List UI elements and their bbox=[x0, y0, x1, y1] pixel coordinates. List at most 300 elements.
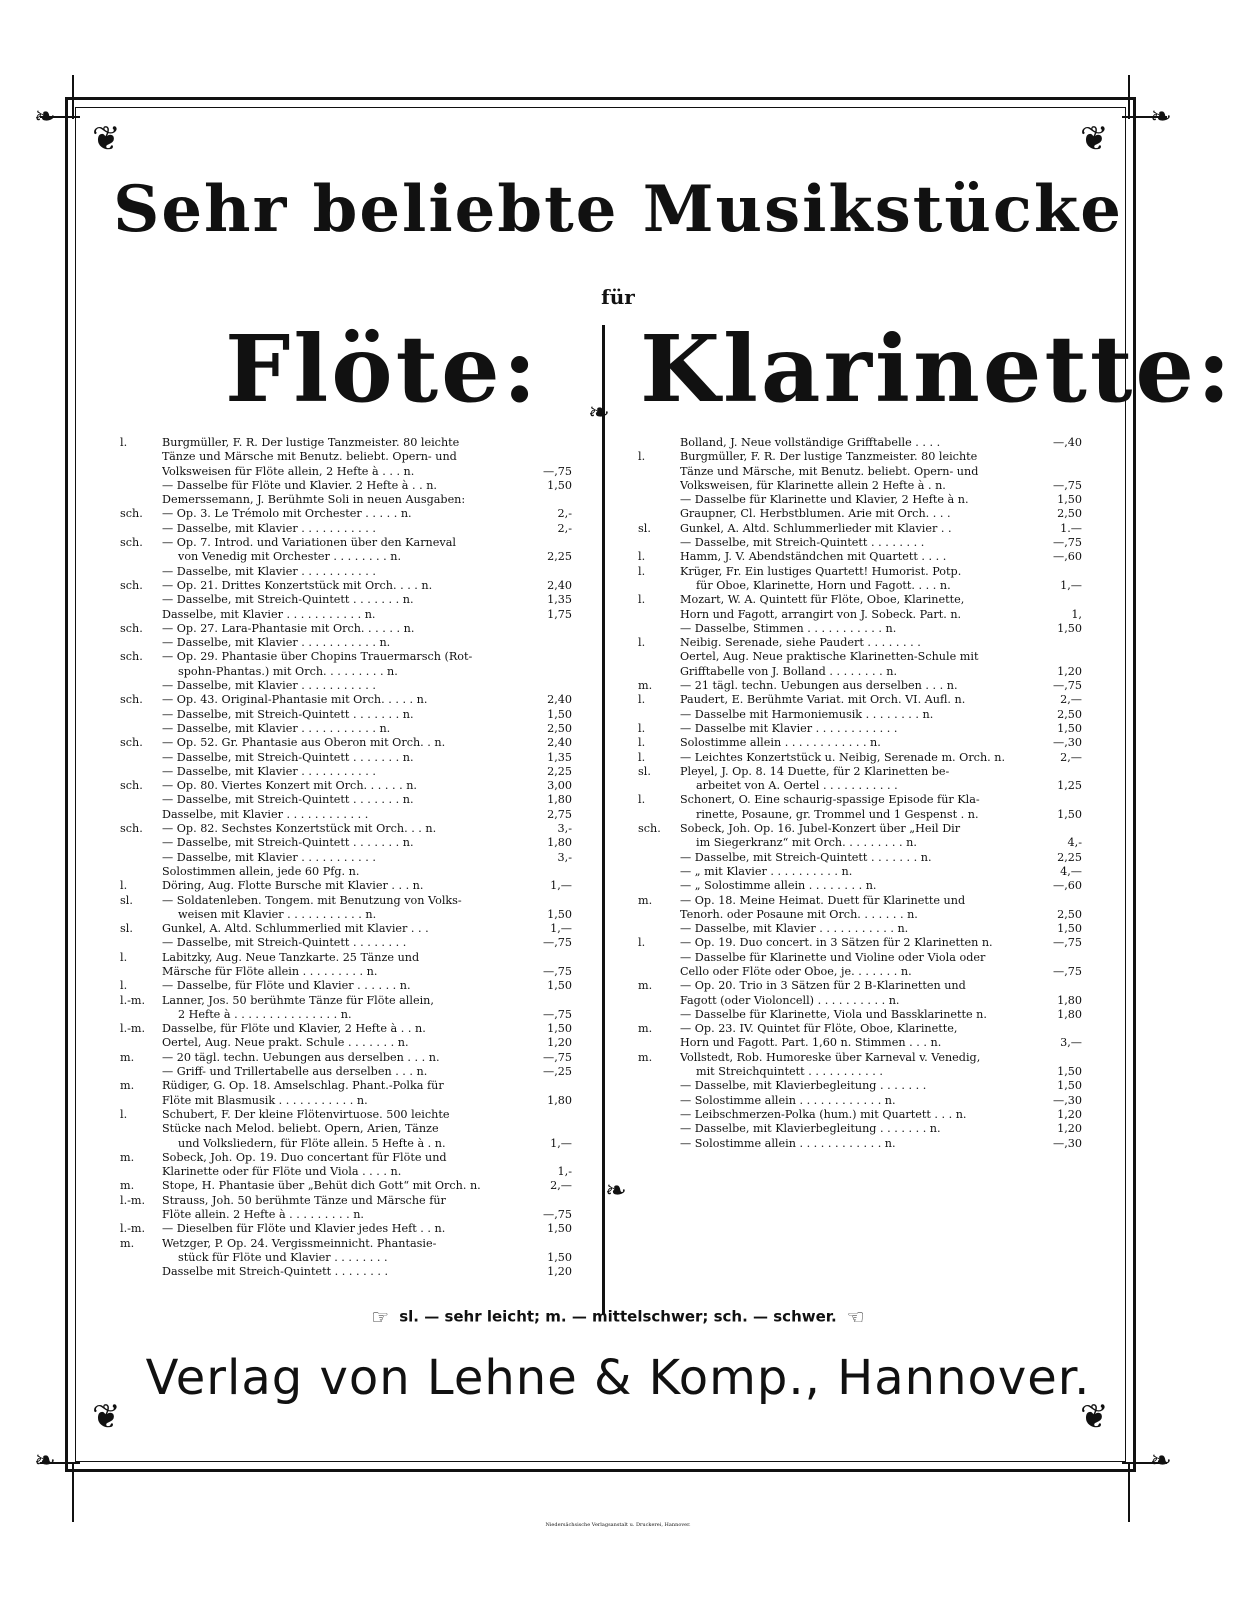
list-item bbox=[120, 1179, 572, 1193]
entry-price: —,60 bbox=[1053, 550, 1082, 564]
entry-text: — Dasselbe, mit Klavier . . . . . . . . . . . bbox=[162, 850, 376, 864]
entry-text: — Dieselben für Flöte und Klavier jedes Heft . . n. bbox=[162, 1222, 446, 1236]
frame-stub-right-bottom bbox=[1128, 1462, 1130, 1522]
list-item bbox=[120, 1151, 572, 1165]
entry-text: — „ mit Klavier . . . . . . . . . . n. bbox=[680, 864, 853, 878]
entry-price: 1,50 bbox=[1057, 1079, 1082, 1093]
entry-price: 1,20 bbox=[1057, 1107, 1082, 1121]
list-item bbox=[638, 865, 1082, 879]
entry-text: Mozart, W. A. Quintett für Flöte, Oboe, Klarinette, bbox=[680, 593, 965, 607]
list-item bbox=[120, 922, 572, 936]
difficulty-legend bbox=[0, 1305, 1236, 1329]
entry-text: Oertel, Aug. Neue praktische Klarinetten-Schule mit bbox=[680, 650, 979, 664]
list-item bbox=[120, 951, 572, 965]
list-item bbox=[120, 1122, 572, 1136]
list-item bbox=[120, 579, 572, 593]
entry-text: spohn-Phantas.) mit Orch. . . . . . . . . n. bbox=[178, 664, 398, 678]
entry-price: 1,20 bbox=[547, 1265, 572, 1279]
list-item bbox=[638, 1137, 1082, 1151]
entry-text: Tenorh. oder Posaune mit Orch. . . . . . . n. bbox=[680, 907, 918, 921]
list-item bbox=[120, 493, 572, 507]
list-item bbox=[120, 1251, 572, 1265]
entry-text: — Dasselbe, für Flöte und Klavier . . . . . . n. bbox=[162, 979, 411, 993]
difficulty-level: l. bbox=[638, 721, 646, 735]
list-item bbox=[120, 1237, 572, 1251]
entry-text: Krüger, Fr. Ein lustiges Quartett! Humorist. Potp. bbox=[680, 564, 962, 578]
entry-text: Tänze und Märsche mit Benutz. beliebt. Opern- und bbox=[162, 450, 457, 464]
entry-text: Strauss, Joh. 50 berühmte Tänze und Märsche für bbox=[162, 1193, 446, 1207]
entry-price: 1,50 bbox=[1057, 493, 1082, 507]
difficulty-level: l. bbox=[120, 979, 128, 993]
list-item bbox=[120, 1108, 572, 1122]
difficulty-level: m. bbox=[638, 979, 653, 993]
entry-price: —,75 bbox=[543, 1007, 572, 1021]
difficulty-level: l. bbox=[638, 593, 646, 607]
entry-text: Schonert, O. Eine schaurig-spassige Episode für Kla- bbox=[680, 793, 980, 807]
entry-price: 2,— bbox=[1060, 750, 1082, 764]
entry-price: 2,— bbox=[550, 1179, 572, 1193]
list-item bbox=[638, 507, 1082, 521]
list-item bbox=[120, 722, 572, 736]
entry-text: — Dasselbe mit Klavier . . . . . . . . . . . . bbox=[680, 721, 898, 735]
difficulty-level: l. bbox=[638, 636, 646, 650]
list-item bbox=[120, 908, 572, 922]
list-item bbox=[120, 836, 572, 850]
entry-text: 2 Hefte à . . . . . . . . . . . . . . . n. bbox=[178, 1007, 352, 1021]
scroll-ornament-icon: ❧ bbox=[1150, 102, 1172, 132]
entry-text: Volksweisen, für Klarinette allein 2 Hefte à . n. bbox=[680, 478, 946, 492]
list-item bbox=[120, 936, 572, 950]
list-item bbox=[120, 608, 572, 622]
entry-price: —,75 bbox=[543, 1050, 572, 1064]
list-item bbox=[120, 1265, 572, 1279]
list-item bbox=[120, 465, 572, 479]
difficulty-level: l. bbox=[638, 450, 646, 464]
list-item bbox=[638, 722, 1082, 736]
list-item bbox=[120, 1022, 572, 1036]
entry-text: — Dasselbe für Klarinette und Violine oder Viola oder bbox=[680, 950, 986, 964]
list-item bbox=[638, 736, 1082, 750]
entry-price: 3,— bbox=[1060, 1036, 1082, 1050]
entry-text: — Dasselbe, mit Streich-Quintett . . . . . . . n. bbox=[680, 850, 932, 864]
difficulty-level: m. bbox=[120, 1179, 135, 1193]
entry-price: —,30 bbox=[1053, 1093, 1082, 1107]
list-item bbox=[120, 822, 572, 836]
list-item bbox=[638, 1008, 1082, 1022]
entry-text: arbeitet von A. Oertel . . . . . . . . . . . bbox=[696, 779, 898, 793]
list-item bbox=[120, 665, 572, 679]
fleur-ornament-icon: ❦ bbox=[92, 1397, 121, 1437]
entry-price: 2,50 bbox=[1057, 907, 1082, 921]
entry-price: 4,— bbox=[1060, 864, 1082, 878]
entry-text: — Op. 82. Sechstes Konzertstück mit Orch. . . n. bbox=[162, 822, 437, 836]
fleur-ornament-icon: ❦ bbox=[1080, 1397, 1109, 1437]
entry-text: Lanner, Jos. 50 berühmte Tänze für Flöte allein, bbox=[162, 993, 434, 1007]
difficulty-level: sl. bbox=[638, 521, 651, 535]
list-item bbox=[638, 708, 1082, 722]
entry-price: 1,35 bbox=[547, 593, 572, 607]
difficulty-level: l. bbox=[638, 750, 646, 764]
list-item bbox=[638, 894, 1082, 908]
difficulty-level: l.-m. bbox=[120, 1022, 146, 1036]
entry-text: Vollstedt, Rob. Humoreske über Karneval v. Venedig, bbox=[680, 1050, 981, 1064]
entry-text: im Siegerkranz“ mit Orch. . . . . . . . . n. bbox=[696, 836, 917, 850]
list-item bbox=[120, 1165, 572, 1179]
list-item bbox=[638, 936, 1082, 950]
list-item bbox=[120, 894, 572, 908]
entry-text: Sobeck, Joh. Op. 16. Jubel-Konzert über „Heil Dir bbox=[680, 822, 961, 836]
klarinette-list bbox=[638, 436, 1082, 1151]
list-item bbox=[638, 779, 1082, 793]
difficulty-level: l. bbox=[638, 550, 646, 564]
list-item bbox=[120, 1137, 572, 1151]
entry-price: 1,20 bbox=[1057, 1122, 1082, 1136]
entry-price: 2,- bbox=[557, 521, 572, 535]
list-item bbox=[638, 765, 1082, 779]
difficulty-level: sch. bbox=[120, 693, 143, 707]
list-item bbox=[638, 608, 1082, 622]
scroll-ornament-icon: ❧ bbox=[588, 398, 610, 428]
scroll-ornament-icon: ❧ bbox=[34, 1446, 56, 1476]
printer-imprint: Niedersächsische Verlagsanstalt u. Druckerei, Hannover. bbox=[545, 1522, 691, 1528]
entry-price: 2,50 bbox=[1057, 507, 1082, 521]
entry-text: Döring, Aug. Flotte Bursche mit Klavier . . . n. bbox=[162, 879, 424, 893]
entry-price: 2,40 bbox=[547, 578, 572, 592]
difficulty-level: l. bbox=[120, 1107, 128, 1121]
entry-price: 1,20 bbox=[1057, 664, 1082, 678]
entry-price: 2,50 bbox=[1057, 707, 1082, 721]
list-item bbox=[638, 450, 1082, 464]
entry-price: —,75 bbox=[543, 936, 572, 950]
difficulty-level: sl. bbox=[638, 764, 651, 778]
list-item bbox=[638, 536, 1082, 550]
entry-price: 1,80 bbox=[1057, 993, 1082, 1007]
entry-text: — „ Solostimme allein . . . . . . . . n. bbox=[680, 879, 877, 893]
entry-text: — Soldatenleben. Tongem. mit Benutzung von Volks- bbox=[162, 893, 462, 907]
entry-text: Stücke nach Melod. beliebt. Opern, Arien, Tänze bbox=[162, 1122, 439, 1136]
list-item bbox=[120, 879, 572, 893]
entry-price: 1,50 bbox=[1057, 621, 1082, 635]
entry-text: — Op. 21. Drittes Konzertstück mit Orch. . . . n. bbox=[162, 578, 433, 592]
list-item bbox=[120, 793, 572, 807]
entry-text: — Leibschmerzen-Polka (hum.) mit Quartett . . . n. bbox=[680, 1107, 967, 1121]
entry-price: 1,80 bbox=[547, 1093, 572, 1107]
difficulty-level: sch. bbox=[120, 779, 143, 793]
entry-text: — Op. 23. IV. Quintet für Flöte, Oboe, Klarinette, bbox=[680, 1022, 958, 1036]
page-title: Sehr beliebte Musikstücke bbox=[113, 172, 1123, 247]
entry-price: 1.— bbox=[1060, 521, 1082, 535]
difficulty-level: l. bbox=[120, 436, 128, 449]
list-item bbox=[638, 465, 1082, 479]
entry-price: —,75 bbox=[543, 964, 572, 978]
entry-text: — Dasselbe, mit Klavier . . . . . . . . . . . bbox=[162, 764, 376, 778]
entry-text: Grifftabelle von J. Bolland . . . . . . . . n. bbox=[680, 664, 898, 678]
entry-text: — Solostimme allein . . . . . . . . . . . . n. bbox=[680, 1136, 896, 1150]
list-item bbox=[638, 822, 1082, 836]
entry-price: 1,50 bbox=[547, 707, 572, 721]
entry-text: Dasselbe, mit Klavier . . . . . . . . . . . n. bbox=[162, 607, 376, 621]
entry-text: — Dasselbe, mit Klavier . . . . . . . . . . . n. bbox=[680, 922, 909, 936]
entry-price: —,40 bbox=[1053, 436, 1082, 449]
entry-text: Märsche für Flöte allein . . . . . . . . . n. bbox=[162, 964, 378, 978]
entry-text: — Dasselbe, mit Streich-Quintett . . . . . . . n. bbox=[162, 793, 414, 807]
entry-price: 1,50 bbox=[547, 1222, 572, 1236]
list-item bbox=[638, 851, 1082, 865]
difficulty-level: l. bbox=[638, 693, 646, 707]
difficulty-level: m. bbox=[120, 1050, 135, 1064]
entry-price: —,75 bbox=[1053, 478, 1082, 492]
entry-text: Demerssemann, J. Berühmte Soli in neuen Ausgaben: bbox=[162, 493, 466, 507]
entry-price: 1, bbox=[1071, 607, 1082, 621]
entry-text: Sobeck, Joh. Op. 19. Duo concertant für Flöte und bbox=[162, 1150, 447, 1164]
publisher-line: Verlag von Lehne & Komp., Hannover. bbox=[145, 1350, 1091, 1406]
entry-text: — Solostimme allein . . . . . . . . . . . . n. bbox=[680, 1093, 896, 1107]
heading-klarinette: Klarinette: bbox=[640, 315, 1234, 423]
list-item bbox=[120, 779, 572, 793]
entry-text: Neibig. Serenade, siehe Paudert . . . . . . . . bbox=[680, 636, 921, 650]
entry-text: — Dasselbe, Stimmen . . . . . . . . . . . n. bbox=[680, 621, 897, 635]
entry-price: —,75 bbox=[543, 464, 572, 478]
list-item bbox=[120, 1036, 572, 1050]
list-item bbox=[120, 507, 572, 521]
entry-price: 2,- bbox=[557, 507, 572, 521]
pointing-hand-icon: ☞ bbox=[371, 1305, 390, 1329]
list-item bbox=[638, 650, 1082, 664]
entry-text: — Op. 18. Meine Heimat. Duett für Klarinette und bbox=[680, 893, 966, 907]
entry-text: Cello oder Flöte oder Oboe, je. . . . . . . n. bbox=[680, 964, 912, 978]
list-item bbox=[120, 522, 572, 536]
entry-text: Labitzky, Aug. Neue Tanzkarte. 25 Tänze und bbox=[162, 950, 420, 964]
entry-price: 1,- bbox=[557, 1165, 572, 1179]
entry-text: — Dasselbe mit Harmoniemusik . . . . . . . . n. bbox=[680, 707, 934, 721]
column-divider bbox=[602, 325, 605, 1315]
list-item bbox=[120, 865, 572, 879]
entry-price: 1,50 bbox=[547, 979, 572, 993]
list-item bbox=[120, 994, 572, 1008]
list-item bbox=[120, 650, 572, 664]
fleur-ornament-icon: ❦ bbox=[92, 119, 121, 159]
entry-text: — Dasselbe, mit Streich-Quintett . . . . . . . n. bbox=[162, 593, 414, 607]
entry-text: — Op. 20. Trio in 3 Sätzen für 2 B-Klarinetten und bbox=[680, 979, 966, 993]
list-item bbox=[638, 965, 1082, 979]
entry-price: 1,50 bbox=[1057, 807, 1082, 821]
entry-price: —,25 bbox=[543, 1065, 572, 1079]
entry-text: Solostimme allein . . . . . . . . . . . . n. bbox=[680, 736, 881, 750]
list-item bbox=[120, 1065, 572, 1079]
difficulty-level: sl. bbox=[120, 893, 133, 907]
list-item bbox=[120, 1194, 572, 1208]
title-fuer: für bbox=[601, 285, 635, 309]
entry-price: 1,25 bbox=[1057, 779, 1082, 793]
entry-text: — Op. 7. Introd. und Variationen über den Karneval bbox=[162, 536, 456, 550]
entry-price: 3,- bbox=[557, 822, 572, 836]
difficulty-level: sch. bbox=[120, 650, 143, 664]
entry-text: Oertel, Aug. Neue prakt. Schule . . . . . . . n. bbox=[162, 1036, 409, 1050]
list-item bbox=[638, 493, 1082, 507]
list-item bbox=[638, 1122, 1082, 1136]
list-item bbox=[120, 765, 572, 779]
entry-text: von Venedig mit Orchester . . . . . . . . n. bbox=[178, 550, 402, 564]
entry-price: 2,25 bbox=[547, 764, 572, 778]
list-item bbox=[638, 1108, 1082, 1122]
entry-text: Gunkel, A. Altd. Schlummerlied mit Klavier . . . bbox=[162, 922, 429, 936]
entry-text: — Dasselbe, mit Klavierbegleitung . . . . . . . n. bbox=[680, 1122, 941, 1136]
list-item bbox=[120, 679, 572, 693]
list-item bbox=[120, 550, 572, 564]
entry-text: Flöte allein. 2 Hefte à . . . . . . . . . n. bbox=[162, 1208, 364, 1222]
entry-price: —,75 bbox=[1053, 536, 1082, 550]
list-item bbox=[638, 693, 1082, 707]
entry-text: — Dasselbe, mit Klavier . . . . . . . . . . . bbox=[162, 679, 376, 693]
difficulty-level: l. bbox=[120, 950, 128, 964]
list-item bbox=[638, 922, 1082, 936]
list-item bbox=[638, 1022, 1082, 1036]
difficulty-level: sch. bbox=[120, 536, 143, 550]
entry-price: 2,25 bbox=[1057, 850, 1082, 864]
entry-text: Wetzger, P. Op. 24. Vergissmeinnicht. Phantasie- bbox=[162, 1236, 437, 1250]
entry-text: Graupner, Cl. Herbstblumen. Arie mit Orch. . . . bbox=[680, 507, 951, 521]
entry-text: Solostimmen allein, jede 60 Pfg. n. bbox=[162, 864, 360, 878]
difficulty-level: m. bbox=[120, 1150, 135, 1164]
difficulty-level: m. bbox=[638, 1050, 653, 1064]
floete-list bbox=[120, 436, 572, 1280]
entry-text: Horn und Fagott. Part. 1,60 n. Stimmen . . . n. bbox=[680, 1036, 942, 1050]
list-item bbox=[120, 1079, 572, 1093]
entry-price: 1,50 bbox=[547, 1022, 572, 1036]
list-item bbox=[120, 1208, 572, 1222]
list-item bbox=[638, 979, 1082, 993]
entry-price: 1,80 bbox=[1057, 1007, 1082, 1021]
difficulty-level: l.-m. bbox=[120, 993, 146, 1007]
list-item bbox=[638, 593, 1082, 607]
entry-price: 2,25 bbox=[547, 550, 572, 564]
list-item bbox=[120, 736, 572, 750]
heading-floete: Flöte: bbox=[225, 315, 540, 423]
scroll-ornament-icon: ❧ bbox=[34, 102, 56, 132]
list-item bbox=[638, 1094, 1082, 1108]
entry-text: Burgmüller, F. R. Der lustige Tanzmeister. 80 leichte bbox=[680, 450, 978, 464]
list-item bbox=[638, 565, 1082, 579]
entry-text: — Op. 3. Le Trémolo mit Orchester . . . . . n. bbox=[162, 507, 412, 521]
entry-text: — Dasselbe, mit Streich-Quintett . . . . . . . n. bbox=[162, 750, 414, 764]
difficulty-level: l. bbox=[638, 793, 646, 807]
list-item bbox=[120, 593, 572, 607]
entry-price: 1,20 bbox=[547, 1036, 572, 1050]
list-item bbox=[638, 622, 1082, 636]
entry-text: Volksweisen für Flöte allein, 2 Hefte à . . . n. bbox=[162, 464, 415, 478]
entry-price: 2,75 bbox=[547, 807, 572, 821]
legend-text: sl. — sehr leicht; m. — mittelschwer; sch. — schwer. bbox=[399, 1307, 837, 1326]
entry-price: 1,75 bbox=[547, 607, 572, 621]
entry-price: 1,50 bbox=[1057, 1065, 1082, 1079]
entry-price: —,75 bbox=[543, 1208, 572, 1222]
scroll-ornament-icon: ❧ bbox=[1150, 1446, 1172, 1476]
list-item bbox=[120, 979, 572, 993]
entry-text: — Dasselbe, mit Klavier . . . . . . . . . . . bbox=[162, 564, 376, 578]
entry-price: 3,- bbox=[557, 850, 572, 864]
entry-text: — Op. 43. Original-Phantasie mit Orch. . . . . n. bbox=[162, 693, 428, 707]
entry-text: Bolland, J. Neue vollständige Grifftabelle . . . . bbox=[680, 436, 941, 449]
list-item bbox=[120, 693, 572, 707]
entry-price: 2,40 bbox=[547, 736, 572, 750]
difficulty-level: sch. bbox=[120, 507, 143, 521]
list-item bbox=[638, 751, 1082, 765]
list-item bbox=[120, 622, 572, 636]
entry-text: — Dasselbe, mit Klavier . . . . . . . . . . . n. bbox=[162, 636, 391, 650]
list-item bbox=[120, 965, 572, 979]
list-item bbox=[120, 1051, 572, 1065]
list-item bbox=[120, 636, 572, 650]
entry-price: 1,35 bbox=[547, 750, 572, 764]
entry-text: Dasselbe mit Streich-Quintett . . . . . . . . bbox=[162, 1265, 389, 1279]
difficulty-level: sl. bbox=[120, 922, 133, 936]
entry-price: 1,— bbox=[1060, 578, 1082, 592]
list-item bbox=[638, 879, 1082, 893]
entry-price: 1,— bbox=[550, 1136, 572, 1150]
entry-price: —,30 bbox=[1053, 1136, 1082, 1150]
list-item bbox=[120, 536, 572, 550]
difficulty-level: m. bbox=[638, 893, 653, 907]
list-item bbox=[638, 994, 1082, 1008]
difficulty-level: l. bbox=[638, 736, 646, 750]
entry-text: — Dasselbe für Klarinette und Klavier, 2 Hefte à n. bbox=[680, 493, 969, 507]
entry-text: Dasselbe, für Flöte und Klavier, 2 Hefte à . . n. bbox=[162, 1022, 426, 1036]
entry-text: Horn und Fagott, arrangirt von J. Sobeck. Part. n. bbox=[680, 607, 962, 621]
entry-text: mit Streichquintett . . . . . . . . . . . bbox=[696, 1065, 883, 1079]
entry-text: Stope, H. Phantasie über „Behüt dich Gott“ mit Orch. n. bbox=[162, 1179, 481, 1193]
entry-text: — Op. 52. Gr. Phantasie aus Oberon mit Orch. . n. bbox=[162, 736, 446, 750]
list-item bbox=[638, 793, 1082, 807]
entry-price: —,75 bbox=[1053, 936, 1082, 950]
list-item bbox=[638, 836, 1082, 850]
entry-text: — Leichtes Konzertstück u. Neibig, Serenade m. Orch. n. bbox=[680, 750, 1006, 764]
entry-text: — 20 tägl. techn. Uebungen aus derselben . . . n. bbox=[162, 1050, 440, 1064]
entry-price: 3,00 bbox=[547, 779, 572, 793]
list-item bbox=[638, 951, 1082, 965]
list-item bbox=[638, 808, 1082, 822]
difficulty-level: l.-m. bbox=[120, 1193, 146, 1207]
list-item bbox=[638, 636, 1082, 650]
entry-text: — Dasselbe, mit Streich-Quintett . . . . . . . . bbox=[162, 936, 407, 950]
entry-text: — Dasselbe, mit Streich-Quintett . . . . . . . n. bbox=[162, 707, 414, 721]
scroll-ornament-icon: ❧ bbox=[605, 1176, 627, 1206]
list-item bbox=[638, 479, 1082, 493]
difficulty-level: m. bbox=[638, 679, 653, 693]
list-item bbox=[120, 436, 572, 450]
difficulty-level: m. bbox=[120, 1079, 135, 1093]
entry-price: 1,80 bbox=[547, 836, 572, 850]
entry-price: —,30 bbox=[1053, 736, 1082, 750]
list-item bbox=[638, 1065, 1082, 1079]
entry-price: 1,50 bbox=[547, 478, 572, 492]
list-item bbox=[638, 436, 1082, 450]
entry-price: 1,50 bbox=[1057, 721, 1082, 735]
entry-text: — Dasselbe für Klarinette, Viola und Bassklarinette n. bbox=[680, 1007, 987, 1021]
entry-text: — 21 tägl. techn. Uebungen aus derselben . . . n. bbox=[680, 679, 958, 693]
list-item bbox=[120, 1222, 572, 1236]
list-item bbox=[638, 908, 1082, 922]
entry-price: 2,50 bbox=[547, 721, 572, 735]
entry-text: — Dasselbe für Flöte und Klavier. 2 Hefte à . . n. bbox=[162, 478, 437, 492]
difficulty-level: sch. bbox=[120, 736, 143, 750]
difficulty-level: sch. bbox=[120, 578, 143, 592]
list-item bbox=[120, 851, 572, 865]
entry-text: — Op. 27. Lara-Phantasie mit Orch. . . . . . n. bbox=[162, 621, 415, 635]
difficulty-level: l. bbox=[638, 564, 646, 578]
entry-text: — Dasselbe, mit Klavierbegleitung . . . . . . . bbox=[680, 1079, 927, 1093]
entry-text: rinette, Posaune, gr. Trommel und 1 Gespenst . n. bbox=[696, 807, 979, 821]
difficulty-level: sch. bbox=[120, 621, 143, 635]
